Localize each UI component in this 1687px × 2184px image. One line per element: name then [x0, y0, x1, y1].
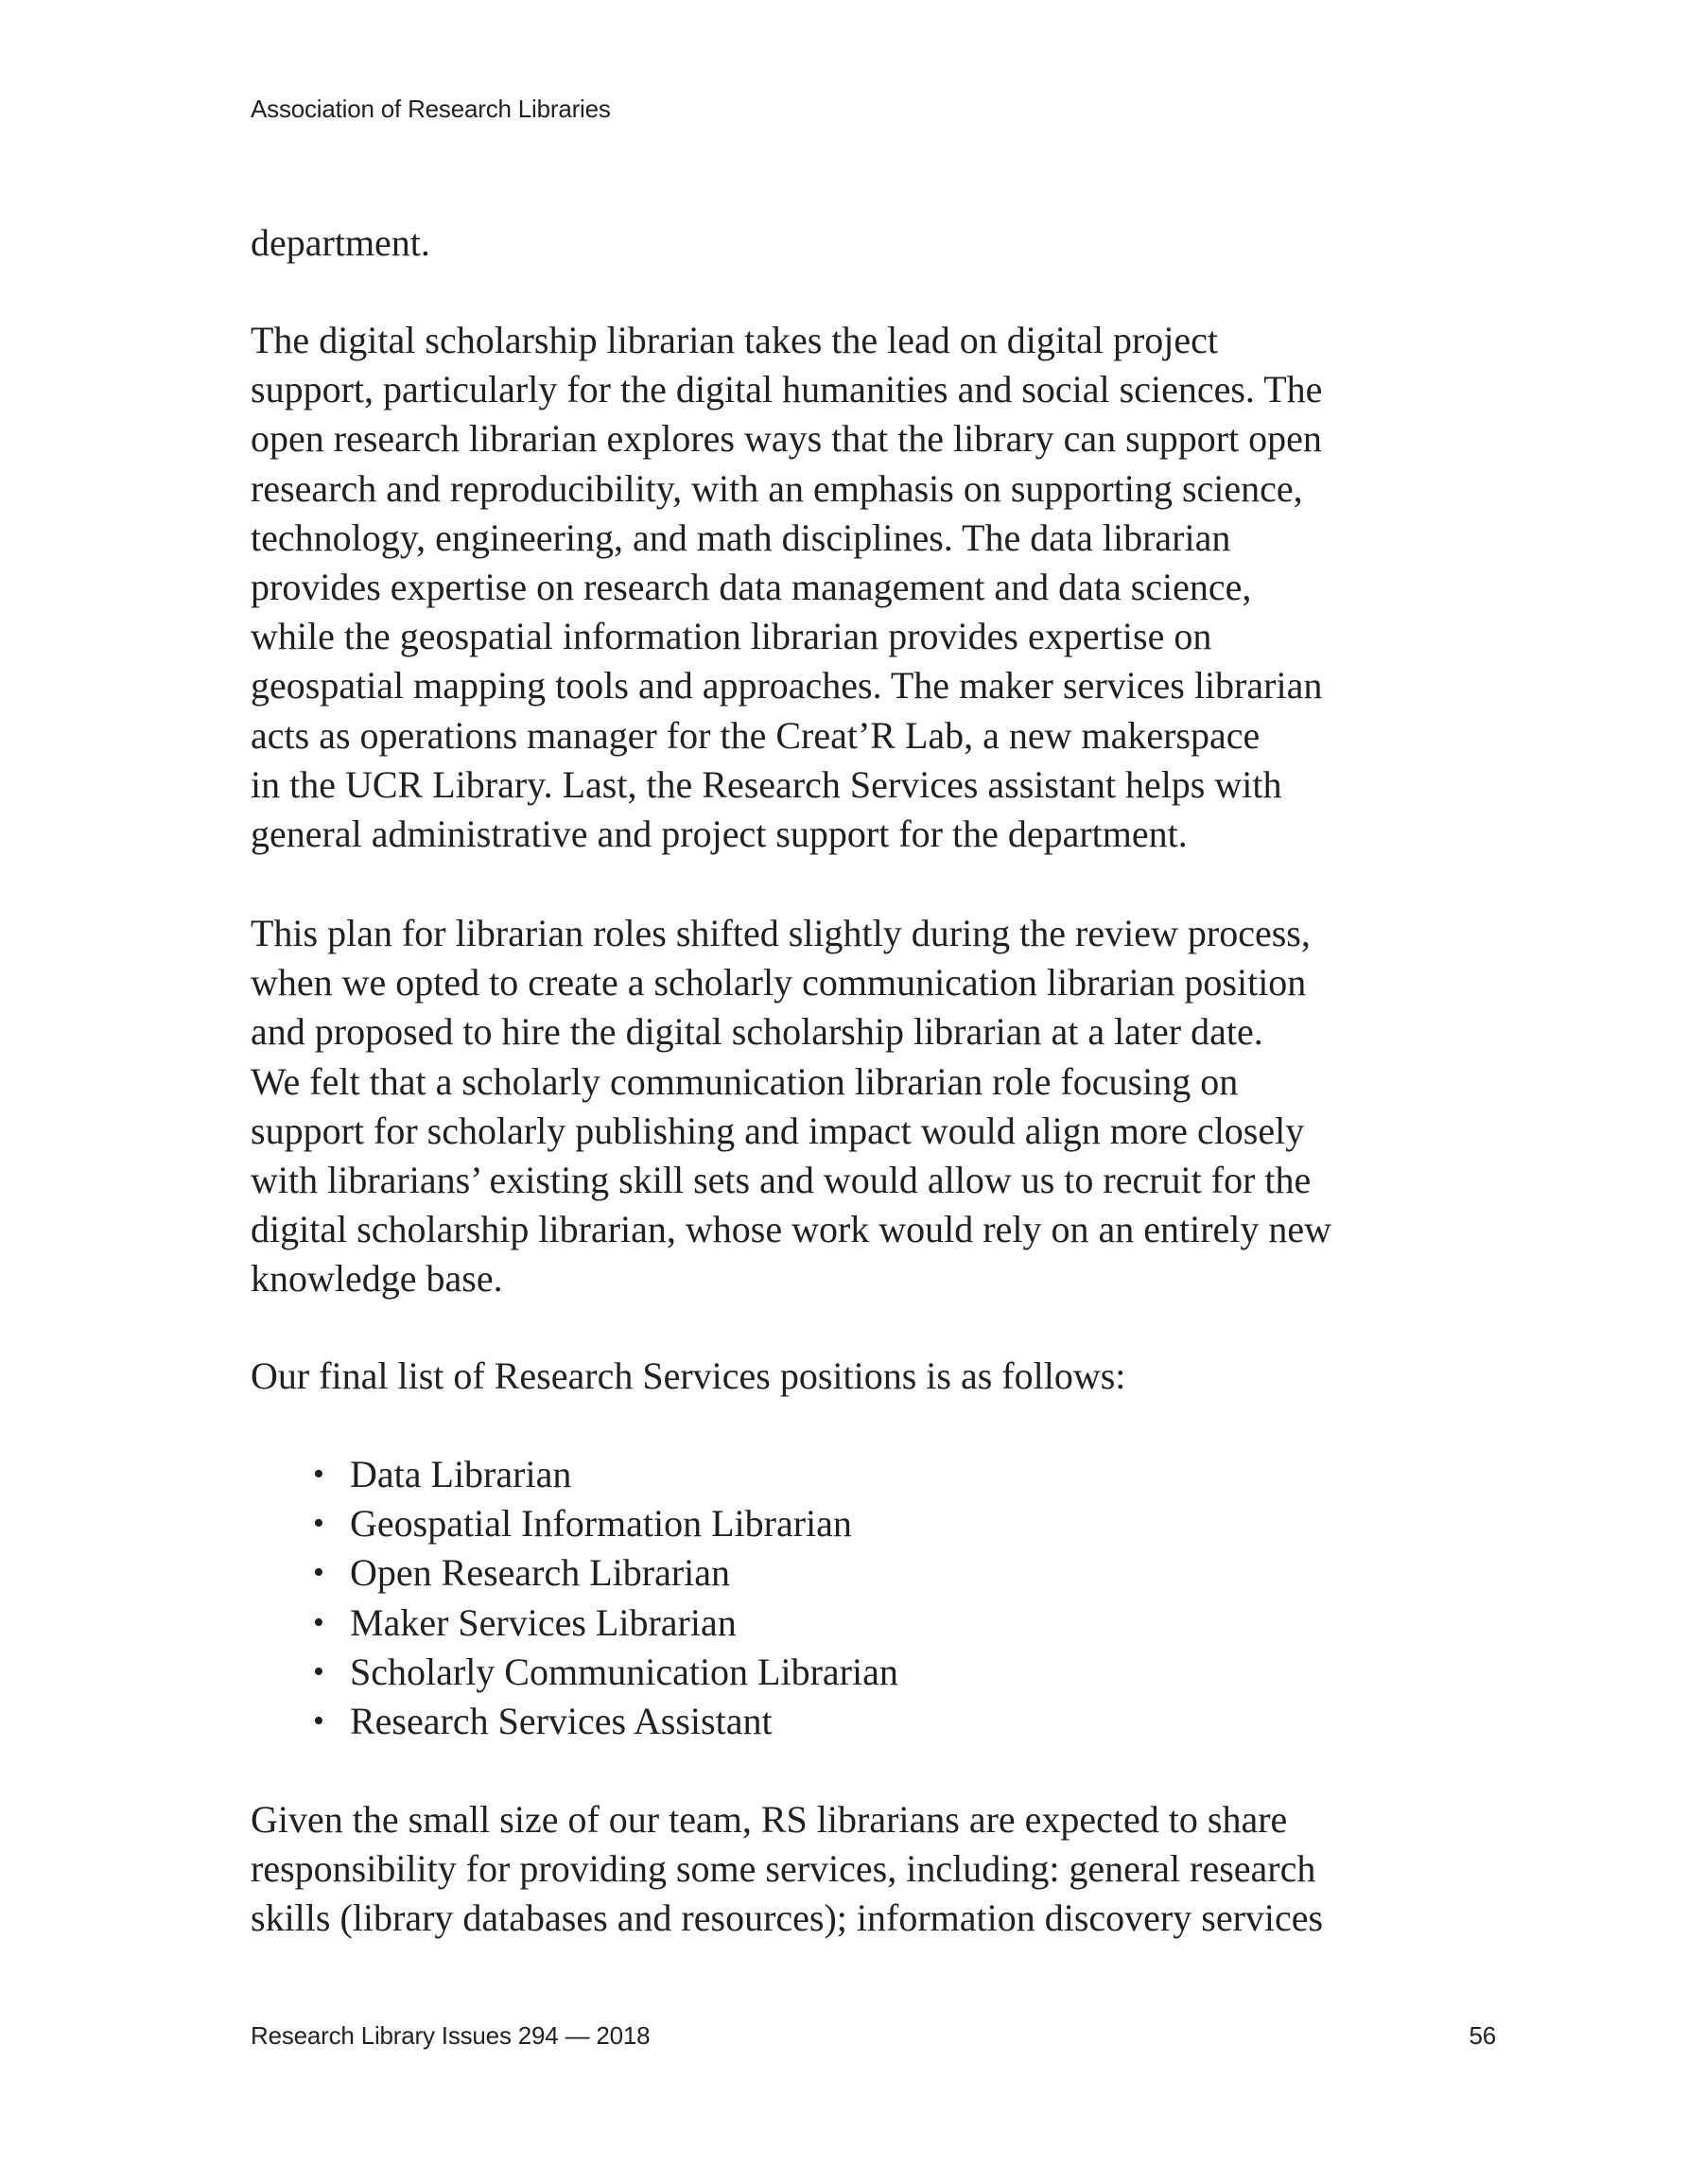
text-line: responsibility for providing some services, including: general research — [251, 1847, 1316, 1891]
page-number: 56 — [1469, 2021, 1496, 2050]
position-title: Scholarly Communication Librarian — [350, 1650, 898, 1693]
text-line: acts as operations manager for the Creat’R Lab, a new makerspace — [251, 713, 1261, 757]
text-line: We felt that a scholarly communication librarian role focusing on — [251, 1059, 1239, 1103]
text-line: technology, engineering, and math disciplines. The data librarian — [251, 515, 1231, 559]
text-line: with librarians’ existing skill sets and would allow us to recruit for the — [251, 1158, 1312, 1201]
position-title: Open Research Librarian — [350, 1551, 731, 1595]
text-line: when we opted to create a scholarly communication librarian position — [251, 961, 1307, 1005]
publication-footer: Research Library Issues 294 — 2018 — [251, 2021, 651, 2050]
text-line: in the UCR Library. Last, the Research Services assistant helps with — [251, 762, 1282, 806]
continuation-text — [251, 218, 430, 268]
position-title: Maker Services Librarian — [350, 1600, 737, 1644]
text-line: skills (library databases and resources); information discovery services — [251, 1896, 1324, 1940]
text-line: Given the small size of our team, RS librarians are expected to share — [251, 1798, 1288, 1841]
text-line: The digital scholarship librarian takes the lead on digital project — [251, 319, 1219, 361]
text-line: digital scholarship librarian, whose work would rely on an entirely new — [251, 1208, 1332, 1251]
text-line: support for scholarly publishing and impact would align more closely — [251, 1109, 1305, 1152]
paragraph-shared-services — [251, 1795, 1323, 1944]
text-line: geospatial mapping tools and approaches. The maker services librarian — [251, 664, 1323, 708]
text-line: This plan for librarian roles shifted slightly during the review process, — [251, 912, 1311, 954]
text-line: provides expertise on research data management and data science, — [251, 565, 1252, 608]
text-line: Our final list of Research Services positions is as follows: — [251, 1354, 1126, 1397]
bullet-icon: • — [313, 1604, 324, 1640]
running-header: Association of Research Libraries — [251, 95, 611, 123]
text-line: and proposed to hire the digital scholarship librarian at a later date. — [251, 1010, 1263, 1054]
position-title: Research Services Assistant — [350, 1699, 773, 1742]
text-line: while the geospatial information librarian provides expertise on — [251, 615, 1212, 658]
text-line: knowledge base. — [251, 1257, 503, 1301]
list-intro — [251, 1352, 1125, 1401]
position-title: Data Librarian — [350, 1453, 572, 1495]
position-title: Geospatial Information Librarian — [350, 1502, 852, 1546]
paragraph-plan-shift — [251, 909, 1331, 1304]
bullet-icon: • — [313, 1506, 324, 1542]
text-line: department. — [251, 221, 430, 264]
bullet-icon: • — [313, 1457, 324, 1492]
text-line: support, particularly for the digital humanities and social sciences. The — [251, 368, 1323, 411]
bullet-icon: • — [313, 1555, 324, 1591]
text-line: research and reproducibility, with an emphasis on supporting science, — [251, 466, 1303, 510]
bullet-icon: • — [313, 1703, 324, 1738]
text-line: open research librarian explores ways that the library can support open — [251, 417, 1322, 461]
bullet-icon: • — [313, 1653, 324, 1689]
paragraph-librarian-roles — [251, 316, 1322, 859]
text-line: general administrative and project support for the department. — [251, 812, 1188, 855]
